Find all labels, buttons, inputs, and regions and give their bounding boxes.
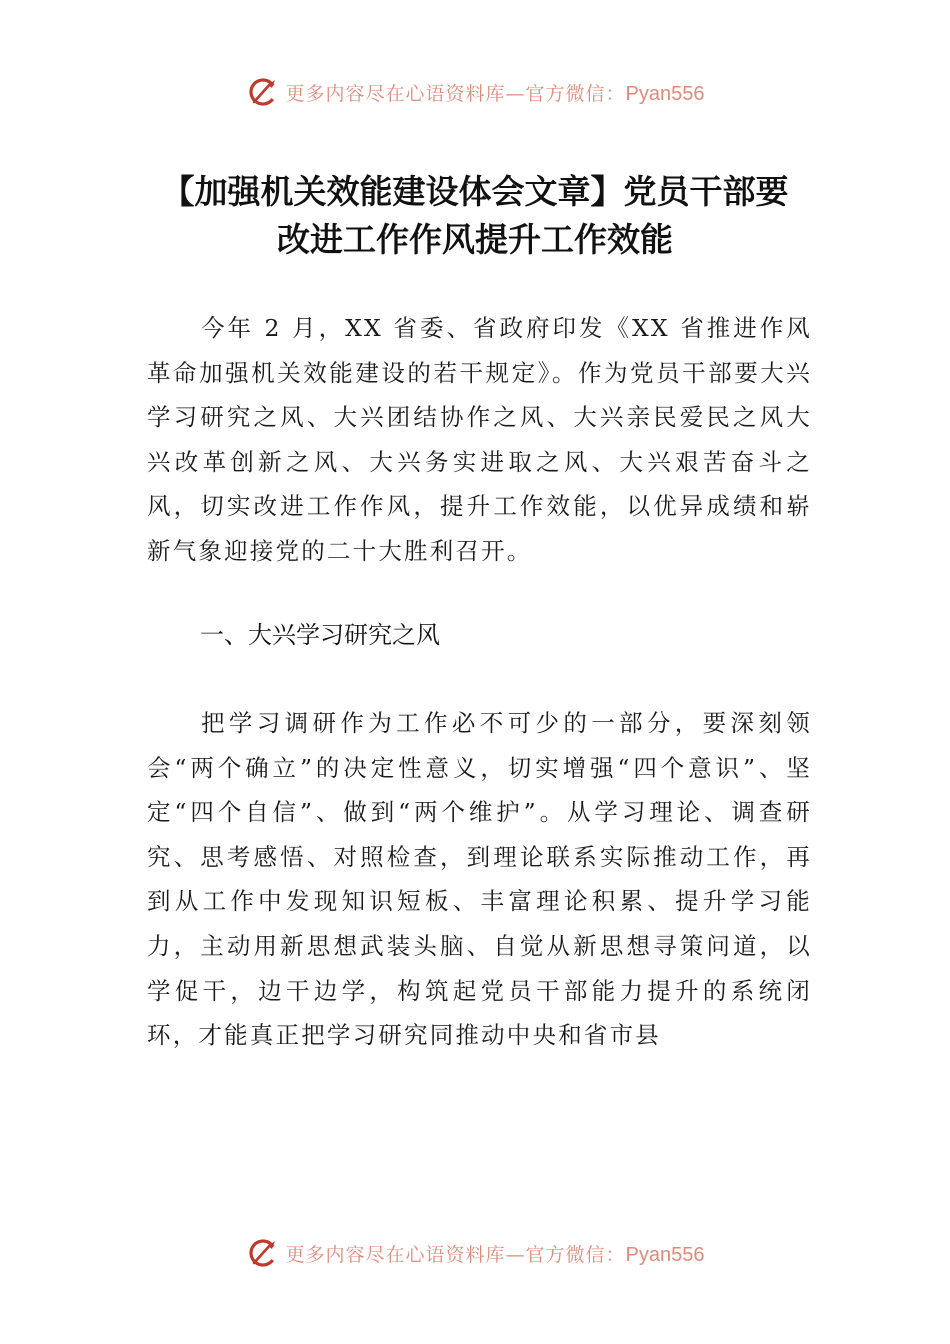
- section-body-paragraph: 把学习调研作为工作必不可少的一部分，要深刻领会“两个确立”的决定性意义，切实增强“四个意识”、坚定“四个自信”、做到“两个维护”。从学习理论、调查研究、思考感悟、对照检查，到理论联系实际推动工作，再到从工作中发现知识短板、丰富理论积累、提升学习能力，主动用新思想武装头脑、自觉从新思想寻策问道，以学促干，边干边学，构筑起党员干部能力提升的系统闭环，才能真正把学习研究同推动中央和省市县: [147, 709, 812, 1050]
- watermark-text: 更多内容尽在心语资料库—官方微信：Pyan556: [285, 82, 705, 105]
- document-title: [100, 168, 850, 264]
- title-line-2: 改进工作作风提升工作效能: [277, 220, 673, 259]
- title-line-1: 【加强机关效能建设体会文章】党员干部要: [161, 172, 789, 211]
- footer-watermark-banner: [0, 1233, 950, 1273]
- wechat-id: Pyan556: [625, 1243, 705, 1266]
- wechat-id: Pyan556: [625, 82, 705, 105]
- brush-logo-icon: [246, 1236, 280, 1270]
- brush-logo-icon: [246, 75, 280, 109]
- section-heading: 一、大兴学习研究之风: [200, 621, 440, 649]
- header-watermark-banner: [0, 72, 950, 112]
- watermark-text: 更多内容尽在心语资料库—官方微信：Pyan556: [285, 1243, 705, 1266]
- intro-paragraph: 今年 2 月，XX 省委、省政府印发《XX 省推进作风革命加强机关效能建设的若干规定》。作为党员干部要大兴学习研究之风、大兴团结协作之风、大兴亲民爱民之风大兴改革创新之风、大兴务实进取之风、大兴艰苦奋斗之风，切实改进工作作风，提升工作效能，以优异成绩和崭新气象迎接党的二十大胜利召开。: [147, 314, 812, 565]
